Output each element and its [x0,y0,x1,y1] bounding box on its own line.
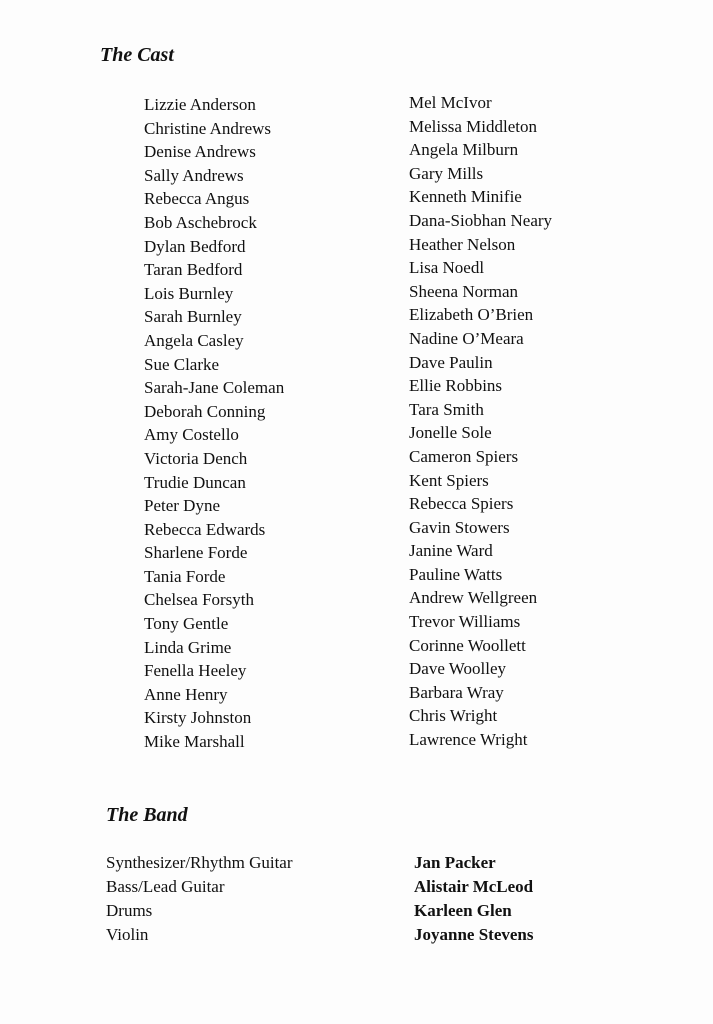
cast-list-right [409,91,552,752]
band-role: Synthesizer/Rhythm Guitar [106,853,293,872]
cast-member: Dana-Siobhan Neary [409,210,553,230]
cast-member: Chris Wright [409,706,498,726]
band-role: Drums [106,901,153,920]
cast-member: Lisa Noedl [409,258,485,278]
band-roles-list [106,851,293,947]
cast-member: Tania Forde [144,566,226,586]
cast-member: Sharlene Forde [144,543,248,563]
cast-member: Elizabeth O’Brien [409,305,534,325]
cast-member: Linda Grime [144,637,232,657]
cast-member: Mel McIvor [409,93,492,112]
cast-member: Trevor Williams [409,612,521,632]
cast-member: Pauline Watts [409,564,503,584]
cast-member: Angela Milburn [409,140,519,160]
cast-member: Dave Woolley [409,659,506,679]
cast-member: Tara Smith [409,399,484,419]
cast-member: Melissa Middleton [409,116,537,136]
cast-heading: The Cast [100,44,174,66]
cast-member: Sue Clarke [144,354,220,374]
cast-member: Taran Bedford [144,260,243,280]
cast-member: Victoria Dench [144,448,248,468]
cast-member: Lawrence Wright [409,730,528,750]
cast-member: Bob Aschebrock [144,212,257,232]
cast-member: Peter Dyne [144,496,221,516]
cast-member: Trudie Duncan [144,472,246,492]
cast-member: Corinne Woollett [409,635,526,655]
cast-member: Janine Ward [409,541,493,561]
cast-member: Sarah-Jane Coleman [144,378,285,398]
band-member-name: Jan Packer [414,853,496,872]
cast-member: Denise Andrews [144,142,256,162]
cast-member: Rebecca Spiers [409,494,514,514]
cast-member: Rebecca Edwards [144,519,266,539]
cast-member: Cameron Spiers [409,446,519,466]
cast-member: Heather Nelson [409,234,516,254]
cast-member: Ellie Robbins [409,376,503,396]
band-member-name: Karleen Glen [414,901,512,920]
cast-member: Amy Costello [144,425,239,445]
cast-member: Kent Spiers [409,470,489,490]
cast-member: Kenneth Minifie [409,187,522,207]
band-member-name: Alistair McLeod [414,877,534,896]
band-players-list [414,851,533,947]
cast-member: Barbara Wray [409,682,504,702]
cast-member: Sarah Burnley [144,307,242,327]
band-heading: The Band [106,804,188,826]
cast-member: Tony Gentle [144,614,229,634]
cast-member: Nadine O’Meara [409,328,524,348]
cast-list-left [144,93,284,754]
band-role: Violin [106,925,149,944]
cast-member: Lizzie Anderson [144,95,256,114]
cast-member: Deborah Conning [144,401,266,421]
cast-member: Mike Marshall [144,732,245,752]
band-role: Bass/Lead Guitar [106,877,225,896]
cast-member: Christine Andrews [144,118,272,138]
band-member-name: Joyanne Stevens [414,925,534,944]
cast-member: Sally Andrews [144,165,244,185]
cast-member: Angela Casley [144,330,244,350]
cast-member: Dylan Bedford [144,236,246,256]
cast-member: Gary Mills [409,163,484,183]
cast-member: Sheena Norman [409,281,519,301]
cast-member: Andrew Wellgreen [409,588,538,608]
cast-member: Kirsty Johnston [144,708,252,728]
cast-member: Lois Burnley [144,283,234,303]
cast-member: Gavin Stowers [409,517,510,537]
cast-member: Chelsea Forsyth [144,590,255,610]
cast-member: Jonelle Sole [409,423,492,443]
cast-member: Anne Henry [144,684,228,704]
cast-member: Dave Paulin [409,352,493,372]
cast-member: Rebecca Angus [144,189,250,209]
cast-member: Fenella Heeley [144,661,247,681]
